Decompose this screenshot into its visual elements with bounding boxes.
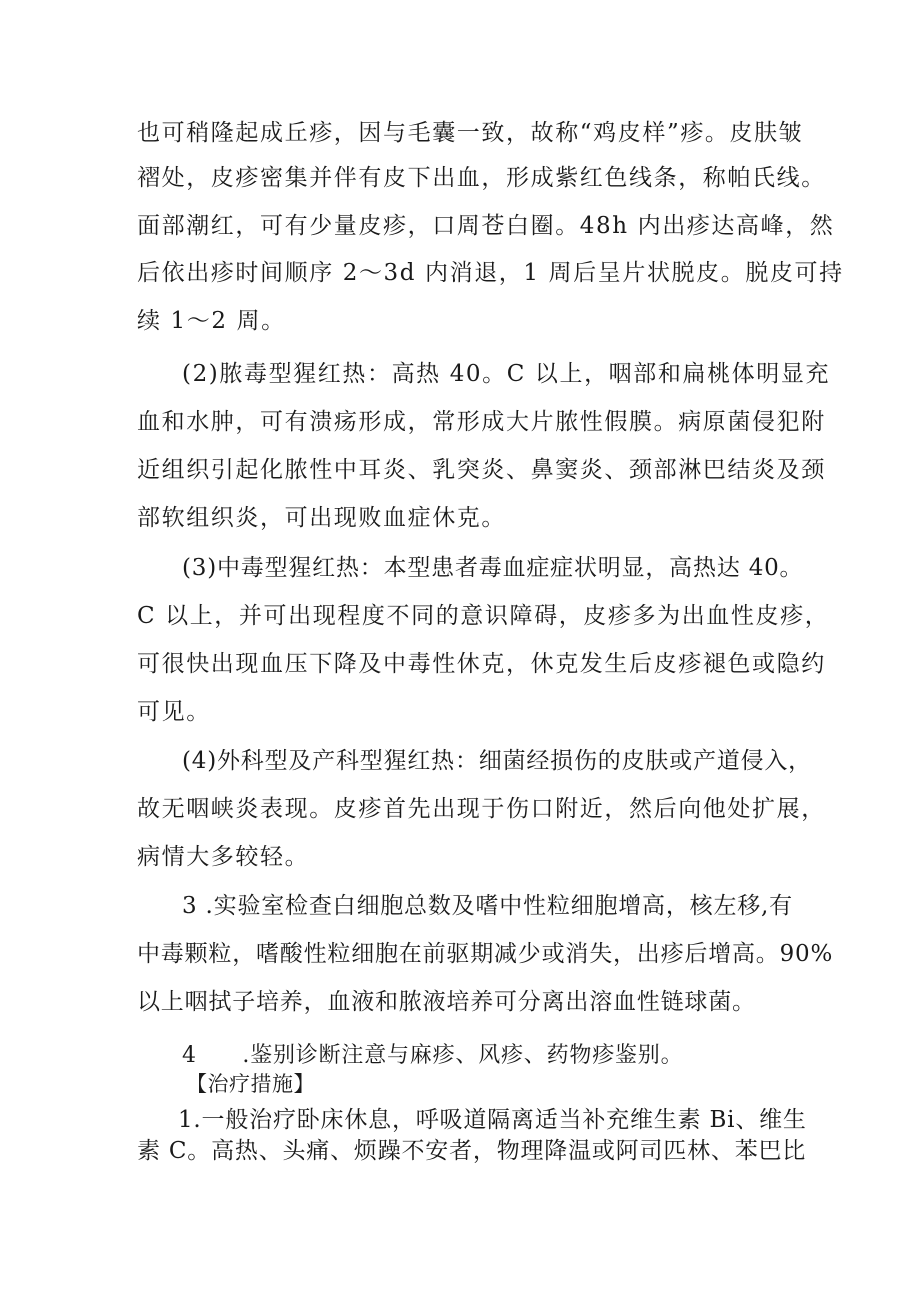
text-line: 素 C。高热、头痛、烦躁不安者，物理降温或阿司匹林、苯巴比 [137,1138,807,1164]
text-line: 也可稍隆起成丘疹，因与毛囊一致，故称“鸡皮样”疹。皮肤皱 [137,120,804,146]
text-line: (3)中毒型猩红热：本型患者毒血症症状明显，高热达 40。 [182,555,804,581]
text-line: 1.一般治疗卧床休息，呼吸道隔离适当补充维生素 Bi、维生 [178,1107,807,1133]
text-line: 可见。 [137,699,211,725]
section-heading: 【治疗措施】 [186,1072,315,1096]
text-line: 褶处，皮疹密集并伴有皮下出血，形成紫红色线条，称帕氏线。 [137,165,826,191]
text-line: (4)外科型及产科型猩红热：细菌经损伤的皮肤或产道侵入， [182,748,812,774]
text-line: 病情大多较轻。 [137,844,310,870]
text-line: 面部潮红，可有少量皮疹，口周苍白圈。48h 内出疹达高峰，然 [137,213,835,239]
text-line: (2)脓毒型猩红热：高热 40。C 以上，咽部和扁桃体明显充 [182,361,831,387]
text-line: 部软组织炎，可出现败血症休克。 [137,505,506,531]
text-line: 血和水肿，可有溃疡形成，常形成大片脓性假膜。病原菌侵犯附 [137,409,826,435]
text-line: 3 .实验室检查白细胞总数及嗜中性粒细胞增高，核左移,有 [182,893,793,919]
text-line: 以上咽拭子培养，血液和脓液培养可分离出溶血性链球菌。 [137,989,756,1015]
text-line: 4 .鉴别诊断注意与麻疹、风疹、药物疹鉴别。 [182,1043,684,1068]
text-line: 续 1～2 周。 [137,308,286,334]
text-line: C 以上，并可出现程度不同的意识障碍，皮疹多为出血性皮疹， [137,603,830,629]
text-line: 可很快出现血压下降及中毒性休克，休克发生后皮疹褪色或隐约 [137,651,826,677]
text-line: 后依出疹时间顺序 2～3d 内消退，1 周后呈片状脱皮。脱皮可持 [137,260,844,286]
text-line: 近组织引起化脓性中耳炎、乳突炎、鼻窦炎、颈部淋巴结炎及颈 [137,457,826,483]
text-line: 故无咽峡炎表现。皮疹首先出现于伤口附近，然后向他处扩展， [137,796,826,822]
text-line: 中毒颗粒，嗜酸性粒细胞在前驱期减少或消失，出疹后增高。90% [137,941,834,967]
